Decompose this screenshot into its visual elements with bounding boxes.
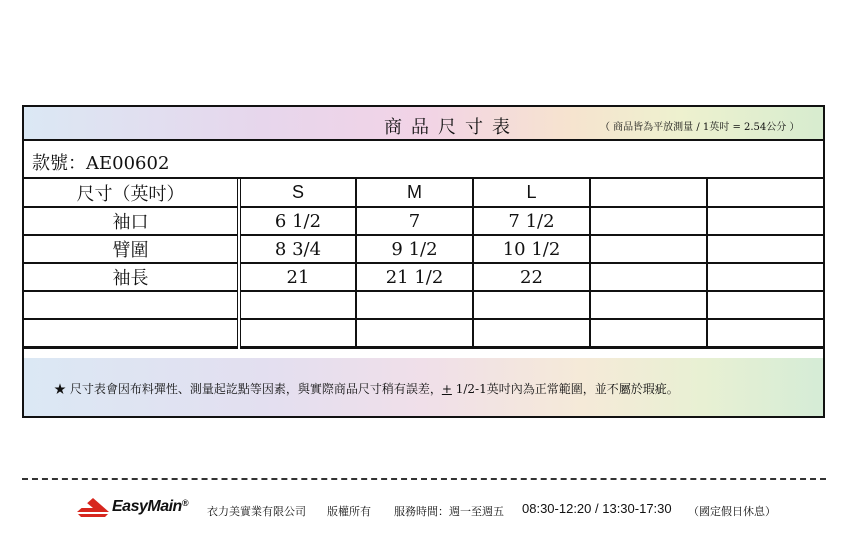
table-cell bbox=[239, 291, 356, 319]
table-cell bbox=[590, 319, 707, 347]
table-cell bbox=[356, 291, 473, 319]
footnote-after: 1/2-1英吋內為正常範圍，並不屬於瑕疵。 bbox=[451, 382, 679, 396]
table-cell bbox=[356, 319, 473, 347]
size-header-s: S bbox=[239, 179, 356, 207]
company-name: 衣力美實業有限公司 bbox=[207, 505, 306, 518]
brand-logo-text bbox=[112, 498, 188, 516]
table-row bbox=[24, 235, 823, 263]
style-code: 款號：AE00602 bbox=[32, 153, 170, 174]
table-header-row bbox=[24, 179, 823, 207]
table-cell: 8 3/4 bbox=[239, 235, 356, 263]
size-header-empty bbox=[590, 179, 707, 207]
table-row bbox=[24, 291, 823, 319]
table-cell: 7 1/2 bbox=[473, 207, 590, 235]
row-label: 臂圍 bbox=[24, 235, 239, 263]
table-cell: 7 bbox=[356, 207, 473, 235]
size-header-m: M bbox=[356, 179, 473, 207]
size-header-empty bbox=[707, 179, 823, 207]
table-cell: 9 1/2 bbox=[356, 235, 473, 263]
table-cell: 22 bbox=[473, 263, 590, 291]
mountain-logo-icon bbox=[76, 497, 110, 519]
style-code-row bbox=[24, 141, 823, 179]
row-label bbox=[24, 319, 239, 347]
footnote-text bbox=[54, 380, 679, 397]
table-cell: 21 bbox=[239, 263, 356, 291]
table-cell bbox=[239, 319, 356, 347]
chart-title: 商品尺寸表 bbox=[384, 117, 519, 138]
holiday-note: （國定假日休息） bbox=[688, 505, 776, 518]
footer bbox=[76, 497, 836, 521]
brand-name: EasyMain bbox=[112, 498, 182, 515]
service-hours-label: 服務時間：週一至週五 bbox=[394, 505, 504, 518]
table-cell bbox=[707, 263, 823, 291]
table-cell: 6 1/2 bbox=[239, 207, 356, 235]
table-cell bbox=[707, 207, 823, 235]
size-table bbox=[24, 179, 823, 349]
star-icon: ★ bbox=[54, 382, 67, 396]
table-row bbox=[24, 319, 823, 347]
size-chart bbox=[22, 105, 825, 418]
measure-note: （ 商品皆為平放測量 / 1英吋 = 2.54公分 ） bbox=[600, 122, 800, 133]
copyright-text: 版權所有 bbox=[327, 505, 371, 518]
table-row bbox=[24, 207, 823, 235]
row-label bbox=[24, 291, 239, 319]
table-cell bbox=[707, 319, 823, 347]
table-cell bbox=[473, 319, 590, 347]
table-cell: 21 1/2 bbox=[356, 263, 473, 291]
table-cell bbox=[590, 207, 707, 235]
size-header-l: L bbox=[473, 179, 590, 207]
footnote-before: 尺寸表會因布料彈性、測量起訖點等因素，與實際商品尺寸稍有誤差， bbox=[66, 382, 442, 396]
table-cell bbox=[473, 291, 590, 319]
table-cell bbox=[590, 291, 707, 319]
table-cell bbox=[707, 235, 823, 263]
dashed-divider bbox=[22, 478, 826, 480]
table-cell: 10 1/2 bbox=[473, 235, 590, 263]
service-hours: 08:30-12:20 / 13:30-17:30 bbox=[522, 501, 672, 516]
table-cell bbox=[707, 291, 823, 319]
table-row bbox=[24, 263, 823, 291]
registered-mark: ® bbox=[181, 498, 188, 508]
row-label: 袖長 bbox=[24, 263, 239, 291]
plus-minus-sign: + bbox=[441, 382, 452, 396]
table-cell bbox=[590, 263, 707, 291]
footnote-bar bbox=[24, 358, 823, 416]
table-cell bbox=[590, 235, 707, 263]
size-label-header: 尺寸（英吋） bbox=[24, 179, 239, 207]
row-label: 袖口 bbox=[24, 207, 239, 235]
chart-title-bar bbox=[24, 107, 823, 141]
